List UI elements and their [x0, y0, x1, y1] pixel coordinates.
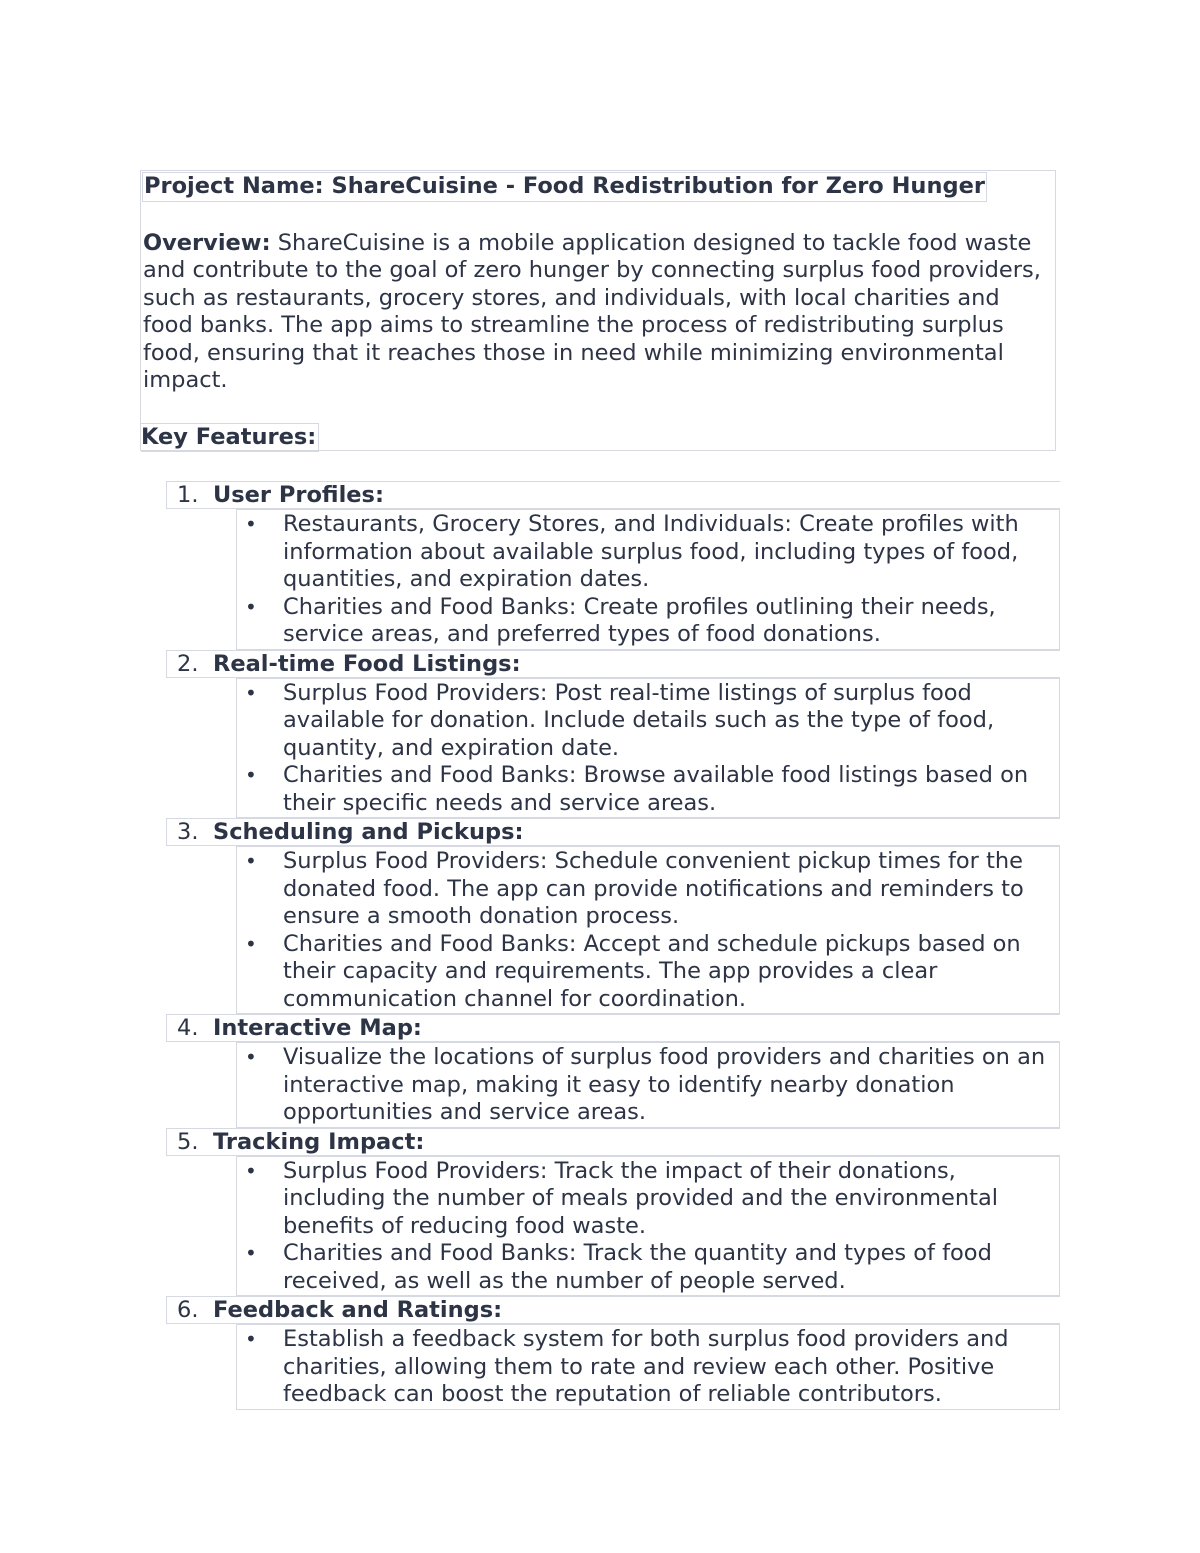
feature-number: 1. — [177, 482, 199, 508]
bullet-icon: • — [245, 931, 257, 956]
spacer — [143, 395, 1053, 423]
feature-heading — [166, 1014, 1060, 1042]
bullet-text: Visualize the locations of surplus food providers and charities on an interactive map, making it easy to identify nearby donation opportunities and service areas. — [283, 1044, 1046, 1125]
bullet-icon: • — [245, 1241, 257, 1265]
feature-item — [166, 818, 1060, 1014]
bullet-item — [237, 1044, 1059, 1127]
bullet-item — [237, 1326, 1059, 1409]
bullet-text: Surplus Food Providers: Post real-time listings of surplus food available for donation. Include details such as the type of food, quantity, and expiration date. — [283, 679, 995, 761]
feature-bullets — [236, 1042, 1060, 1128]
bullet-icon: • — [245, 763, 257, 787]
feature-number: 6. — [177, 1297, 199, 1323]
bullet-item — [237, 511, 1059, 594]
feature-title: User Profiles: — [213, 482, 384, 508]
bullet-item — [237, 848, 1059, 931]
feature-item — [166, 481, 1060, 650]
feature-title: Tracking Impact: — [213, 1128, 425, 1155]
feature-item — [166, 650, 1060, 819]
bullet-icon: • — [245, 1045, 257, 1069]
overview-label: Overview: — [143, 229, 271, 256]
feature-title: Feedback and Ratings: — [213, 1297, 503, 1323]
feature-bullets — [236, 678, 1060, 819]
overview-paragraph — [143, 230, 1053, 395]
feature-bullets — [236, 1156, 1060, 1297]
feature-number: 5. — [177, 1128, 199, 1155]
bullet-text: Surplus Food Providers: Schedule convenient pickup times for the donated food. The app can provide notifications and reminders to ensure a smooth donation process. — [283, 848, 1024, 929]
feature-heading — [166, 650, 1060, 678]
project-title: Project Name: ShareCuisine - Food Redistribution for Zero Hunger — [142, 172, 987, 202]
bullet-icon: • — [245, 849, 257, 873]
bullet-text: Restaurants, Grocery Stores, and Individuals: Create profiles with information about available surplus food, including types of food, quantities, and expiration dates. — [283, 511, 1019, 592]
feature-heading — [166, 818, 1060, 846]
bullet-item — [237, 680, 1059, 763]
feature-title: Scheduling and Pickups: — [213, 819, 524, 845]
bullet-item — [237, 594, 1059, 649]
feature-item — [166, 1128, 1060, 1297]
bullet-icon: • — [245, 680, 257, 705]
bullet-text: Charities and Food Banks: Create profiles outlining their needs, service areas, and preferred types of food donations. — [283, 593, 996, 647]
bullet-text: Charities and Food Banks: Accept and schedule pickups based on their capacity and requirements. The app provides a clear communication channel for coordination. — [283, 930, 1021, 1012]
feature-number: 3. — [177, 819, 199, 845]
bullet-text: Charities and Food Banks: Browse available food listings based on their specific needs and service areas. — [283, 762, 1029, 816]
feature-title: Interactive Map: — [213, 1015, 422, 1041]
feature-bullets — [236, 1324, 1060, 1410]
bullet-item — [237, 762, 1059, 817]
bullet-icon: • — [245, 594, 257, 619]
bullet-icon: • — [245, 512, 257, 536]
bullet-icon: • — [245, 1158, 257, 1183]
overview-text: ShareCuisine is a mobile application designed to tackle food waste and contribute to the goal of zero hunger by connecting surplus food providers, such as restaurants, grocery stores, and individuals, with local charities and food banks. The app aims to streamline the process of redistributing surplus food, ensuring that it reaches those in need while minimizing environmental impact. — [143, 229, 1041, 393]
feature-heading — [166, 481, 1060, 509]
bullet-text: Surplus Food Providers: Track the impact of their donations, including the number of meals provided and the environmental benefits of reducing food waste. — [283, 1157, 999, 1239]
feature-bullets — [236, 509, 1060, 650]
features-list — [166, 481, 1060, 1410]
spacer — [143, 202, 1053, 230]
bullet-item — [237, 931, 1059, 1014]
bullet-icon: • — [245, 1327, 257, 1351]
feature-bullets — [236, 846, 1060, 1014]
feature-title: Real-time Food Listings: — [213, 650, 521, 677]
intro-section — [140, 170, 1056, 451]
feature-item — [166, 1014, 1060, 1128]
bullet-text: Charities and Food Banks: Track the quantity and types of food received, as well as the number of people served. — [283, 1240, 992, 1294]
feature-number: 4. — [177, 1015, 199, 1041]
feature-item — [166, 1296, 1060, 1410]
key-features-heading: Key Features: — [141, 423, 319, 453]
bullet-item — [237, 1158, 1059, 1241]
bullet-item — [237, 1240, 1059, 1295]
bullet-text: Establish a feedback system for both surplus food providers and charities, allowing them to rate and review each other. Positive feedback can boost the reputation of reliable contributors. — [283, 1326, 1009, 1407]
feature-heading — [166, 1128, 1060, 1156]
feature-number: 2. — [177, 650, 199, 677]
feature-heading — [166, 1296, 1060, 1324]
